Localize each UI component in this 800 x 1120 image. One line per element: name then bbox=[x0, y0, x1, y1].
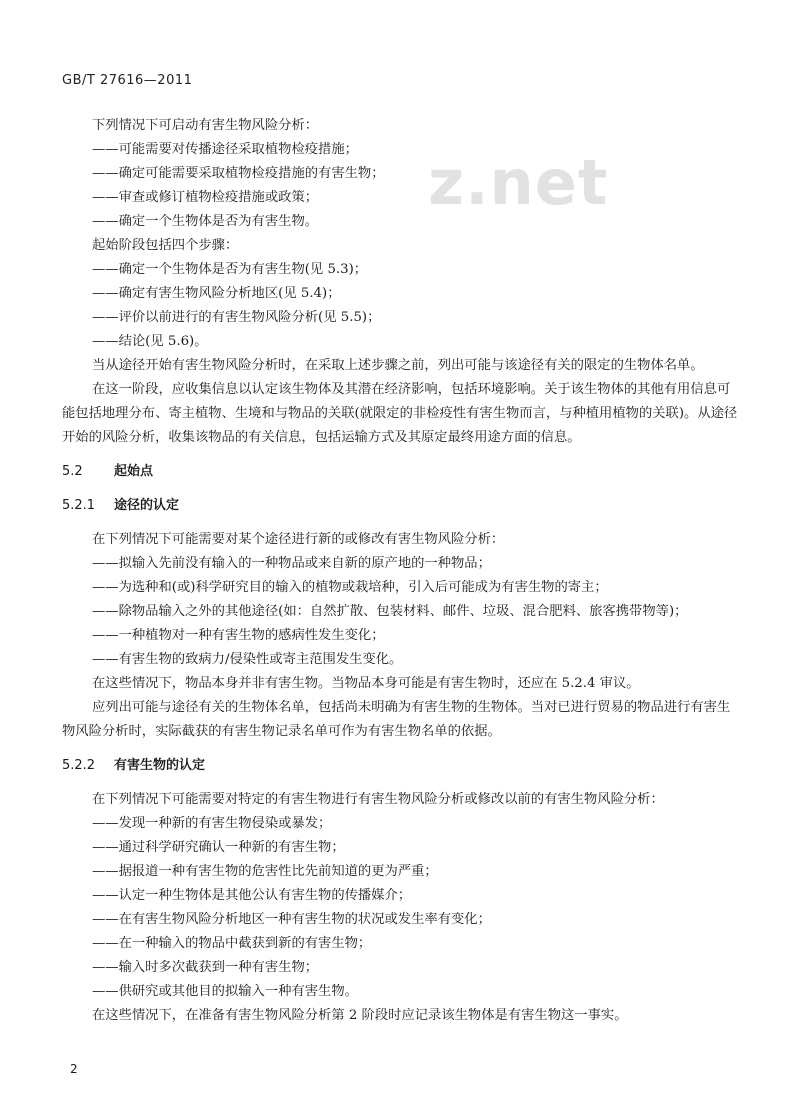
list-item: ——除物品输入之外的其他途径(如：自然扩散、包装材料、邮件、垃圾、混合肥料、旅客携带物等)； bbox=[92, 604, 688, 619]
standard-number: GB/T 27616—2011 bbox=[62, 73, 193, 88]
section-lead: 在下列情况下可能需要对某个途径进行新的或修改有害生物风险分析： bbox=[92, 532, 505, 547]
page-body bbox=[62, 114, 742, 1028]
list-item: ——有害生物的致病力/侵染性或寄主范围发生变化。 bbox=[92, 652, 403, 667]
section-heading-5-2-1 bbox=[62, 494, 742, 518]
section-title: 起始点 bbox=[114, 464, 154, 479]
section-number: 5.2.2 bbox=[62, 758, 96, 773]
section-title: 有害生物的认定 bbox=[114, 758, 206, 773]
list-item: ——发现一种新的有害生物侵染或暴发； bbox=[92, 816, 332, 831]
list-item: ——拟输入先前没有输入的一种物品或来自新的原产地的一种物品； bbox=[92, 556, 491, 571]
steps-lead: 起始阶段包括四个步骤： bbox=[92, 238, 239, 253]
list-item: ——确定一个生物体是否为有害生物。 bbox=[92, 214, 319, 229]
list-item: ——确定可能需要采取植物检疫措施的有害生物； bbox=[92, 166, 385, 181]
list-item: ——确定一个生物体是否为有害生物(见 5.3)； bbox=[92, 262, 368, 277]
page-number: 2 bbox=[70, 1062, 78, 1076]
paragraph: 当从途径开始有害生物风险分析时，在采取上述步骤之前，列出可能与该途径有关的限定的生物体名单。 bbox=[92, 358, 704, 373]
watermark: z.net bbox=[428, 146, 609, 219]
closing-paragraph: 在这些情况下，在准备有害生物风险分析第 2 阶段时应记录该生物体是有害生物这一事实。 bbox=[92, 1008, 628, 1023]
list-item: ——在有害生物风险分析地区一种有害生物的状况或发生率有变化； bbox=[92, 912, 491, 927]
section-heading-5-2-2 bbox=[62, 754, 742, 778]
paragraph: 应列出可能与途径有关的生物体名单，包括尚未明确为有害生物的生物体。当对已进行贸易的物品进行有害生物风险分析时，实际截获的有害生物记录名单可作为有害生物名单的依据。 bbox=[62, 700, 731, 739]
section-lead: 在下列情况下可能需要对特定的有害生物进行有害生物风险分析或修改以前的有害生物风险分析： bbox=[92, 792, 664, 807]
section-number: 5.2.1 bbox=[62, 498, 96, 513]
list-item: ——结论(见 5.6)。 bbox=[92, 334, 208, 349]
section-number: 5.2 bbox=[62, 464, 83, 479]
list-item: ——可能需要对传播途径采取植物检疫措施； bbox=[92, 142, 358, 157]
list-item: ——供研究或其他目的拟输入一种有害生物。 bbox=[92, 984, 358, 999]
list-item: ——为选种和(或)科学研究目的输入的植物或栽培种，引入后可能成为有害生物的寄主； bbox=[92, 580, 608, 595]
list-item: ——在一种输入的物品中截获到新的有害生物； bbox=[92, 936, 372, 951]
paragraph: 在这一阶段，应收集信息以认定该生物体及其潜在经济影响，包括环境影响。关于该生物体的其他有用信息可能包括地理分布、寄主植物、生境和与物品的关联(就限定的非检疫性有害生物而言，与种植用植物的关联)。从途径开始的风险分析，收集该物品的有关信息，包括运输方式及其原定最终用途方面的信息。 bbox=[62, 382, 738, 445]
list-item: ——评价以前进行的有害生物风险分析(见 5.5)； bbox=[92, 310, 381, 325]
paragraph: 在这些情况下，物品本身并非有害生物。当物品本身可能是有害生物时，还应在 5.2.4 审议。 bbox=[92, 676, 640, 691]
list-item: ——输入时多次截获到一种有害生物； bbox=[92, 960, 319, 975]
list-item: ——认定一种生物体是其他公认有害生物的传播媒介； bbox=[92, 888, 412, 903]
list-item: ——通过科学研究确认一种新的有害生物； bbox=[92, 840, 345, 855]
intro-lead: 下列情况下可启动有害生物风险分析： bbox=[92, 118, 319, 133]
section-heading-5-2 bbox=[62, 460, 742, 484]
section-title: 途径的认定 bbox=[114, 498, 180, 513]
list-item: ——一种植物对一种有害生物的感病性发生变化； bbox=[92, 628, 385, 643]
list-item: ——据报道一种有害生物的危害性比先前知道的更为严重； bbox=[92, 864, 438, 879]
list-item: ——审查或修订植物检疫措施或政策； bbox=[92, 190, 319, 205]
list-item: ——确定有害生物风险分析地区(见 5.4)； bbox=[92, 286, 341, 301]
